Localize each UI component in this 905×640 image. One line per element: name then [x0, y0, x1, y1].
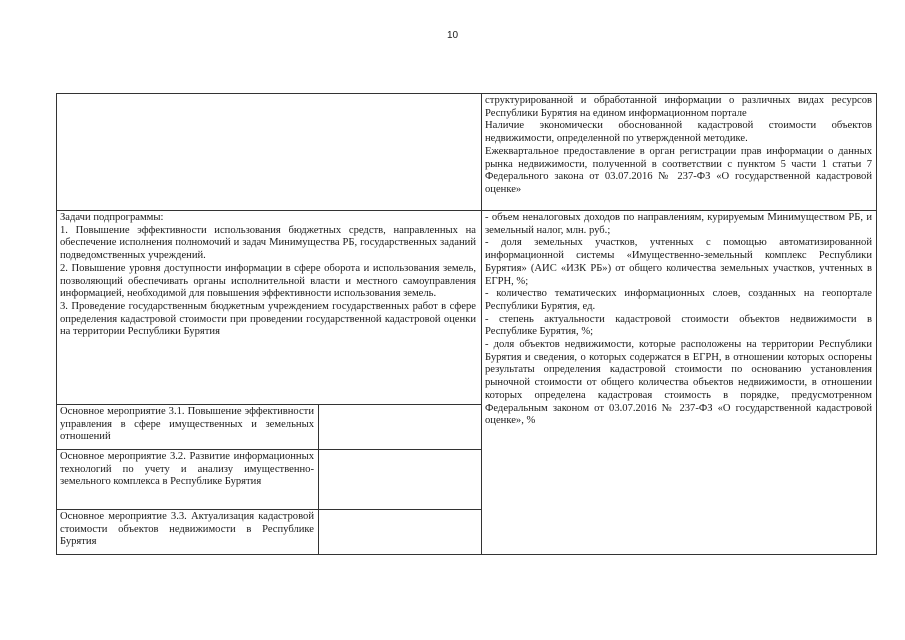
- measure-cell: [60, 451, 314, 489]
- table-border-right: [876, 93, 877, 555]
- column-divider: [481, 93, 482, 555]
- tasks-cell: [60, 212, 476, 339]
- measure-divider: [56, 449, 481, 450]
- indicator-item: - доля объектов недвижимости, которые расположены на территории Республики Бурятия и сведения, о которых содержатся в ЕГРН, в отношении которых оспорены результаты определения кадастровой стоимости по основанию установления рыночной стоимости от общего количества объектов недвижимости, в отношении которых определена кадастровая стоимость в порядке, предусмотренном Федеральным законом от 03.07.2016 № 237-ФЗ «О государственной кадастровой оценке», %: [485, 339, 872, 427]
- measure-cell: [60, 511, 314, 549]
- page-number: 10: [446, 30, 459, 41]
- table-border-top: [56, 93, 877, 94]
- task-item: 2. Повышение уровня доступности информации в сфере оборота и использования земель, позволяющий обеспечивать органы исполнительной власти и местного самоуправления информацией, необходимой для повышения эффективности использования земель.: [60, 262, 476, 300]
- table-border-bottom: [56, 554, 877, 555]
- paragraph: структурированной и обработанной информации о различных видах ресурсов Республики Бурятия на едином информационном портале: [485, 95, 872, 119]
- table-border-left: [56, 93, 57, 555]
- tasks-heading: Задачи подпрограммы:: [60, 212, 164, 223]
- indicator-item: - степень актуальности кадастровой стоимости объектов недвижимости в Республике Бурятия, %;: [485, 313, 872, 338]
- paragraph: Ежеквартальное предоставление в орган регистрации прав информации о данных рынка недвижимости, полученной в соответствии с пунктом 5 части 1 статьи 7 Федерального закона от 03.07.2016 № 237-ФЗ «О государственной кадастровой оценке»: [485, 145, 872, 195]
- indicator-item: - объем неналоговых доходов по направлениям, курируемым Минимуществом РБ, и земельный налог, млн. руб.;: [485, 212, 872, 236]
- indicator-item: - доля земельных участков, учтенных с помощью автоматизированной информационной системы «Имущественно-земельный комплекс Республики Бурятия» (АИС «ИЗК РБ») от общего количества земельных участков, учтенных в ЕГРН, %;: [485, 237, 872, 287]
- paragraph: Наличие экономически обоснованной кадастровой стоимости объектов недвижимости, определенной по утвержденной методике.: [485, 120, 872, 145]
- row-divider: [56, 210, 877, 211]
- measure-label: Основное мероприятие 3.3. Актуализация кадастровой стоимости объектов недвижимости в Республике Бурятия: [60, 511, 314, 548]
- tasks-bottom-border: [56, 404, 481, 405]
- measure-column-divider: [318, 404, 319, 555]
- indicators-cell: [485, 212, 872, 428]
- task-item: 3. Проведение государственным бюджетным учреждением государственных работ в сфере определения кадастровой стоимости при проведении государственной кадастровой оценки на территории Республики Бурятия: [60, 300, 476, 338]
- indicator-item: - количество тематических информационных слоев, созданных на геопортале Республики Бурятия, ед.: [485, 288, 872, 312]
- measure-label: Основное мероприятие 3.1. Повышение эффективности управления в сфере имущественных и земельных отношений: [60, 406, 314, 443]
- measure-divider: [56, 509, 481, 510]
- top-right-cell: [485, 95, 872, 197]
- measure-label: Основное мероприятие 3.2. Развитие информационных технологий по учету и анализу имущественно-земельного комплекса в Республике Бурятия: [60, 451, 314, 488]
- measure-cell: [60, 406, 314, 444]
- task-item: 1. Повышение эффективности использования бюджетных средств, направленных на обеспечение исполнения полномочий и задач Минимущества РБ, государственных заданий подведомственных учреждений.: [60, 224, 476, 262]
